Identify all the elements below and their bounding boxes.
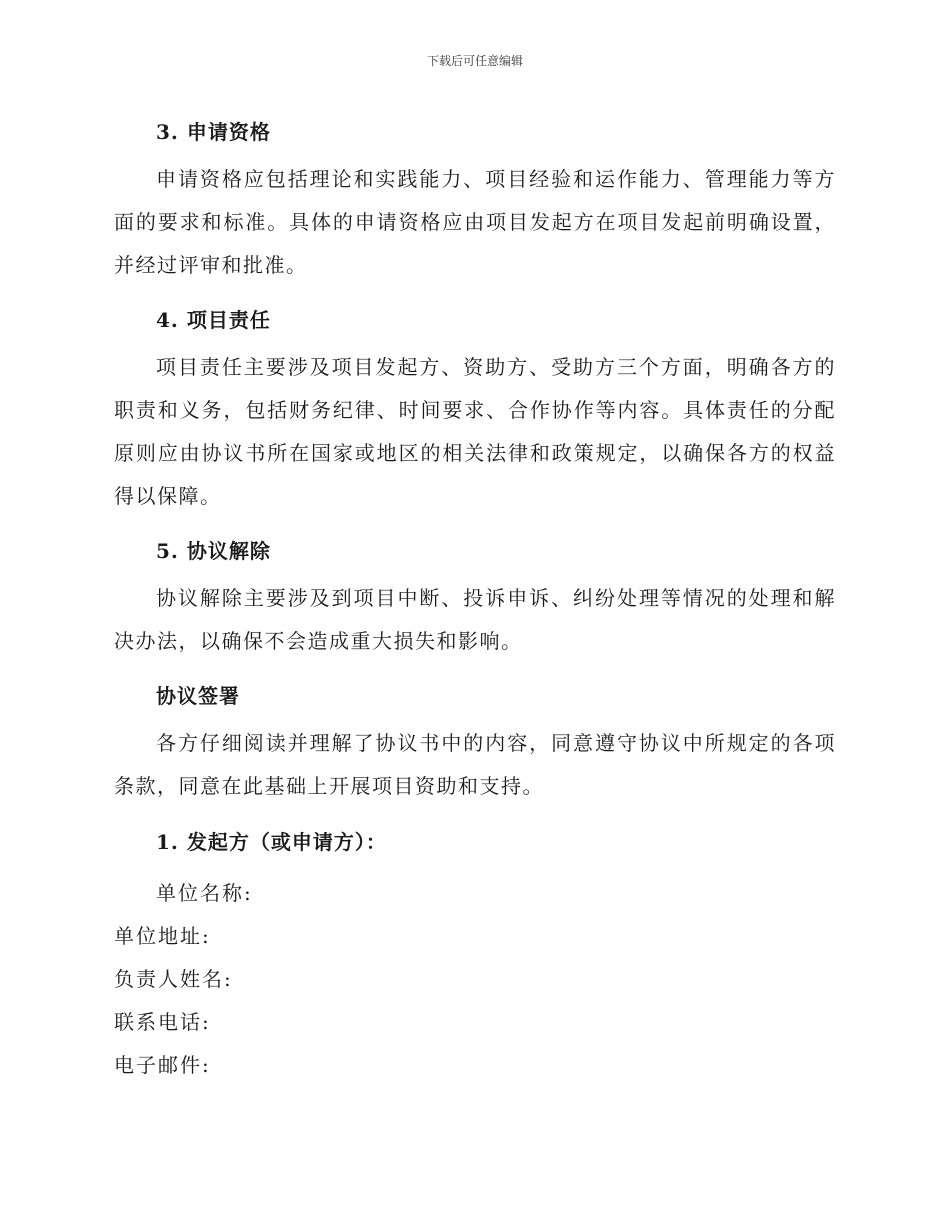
field-person-in-charge: 负责人姓名:	[114, 967, 233, 991]
field-unit-address: 单位地址:	[114, 924, 211, 948]
field-unit-name: 单位名称:	[156, 881, 253, 905]
section-heading-qualification: 3. 申请资格	[156, 120, 271, 144]
page-header: 下载后可任意编辑	[426, 54, 523, 68]
field-email: 电子邮件:	[114, 1053, 211, 1077]
section-paragraph-signing: 各方仔细阅读并理解了协议书中的内容，同意遵守协议中所规定的各项条款，同意在此基础上开展项目资助和支持。	[114, 731, 836, 798]
field-phone: 联系电话:	[114, 1010, 211, 1034]
section-paragraph-responsibility: 项目责任主要涉及项目发起方、资助方、受助方三个方面，明确各方的职责和义务，包括财务纪律、时间要求、合作协作等内容。具体责任的分配原则应由协议书所在国家或地区的相关法律和政策规定，以确保各方的权益得以保障。	[114, 355, 836, 508]
section-paragraph-qualification: 申请资格应包括理论和实践能力、项目经验和运作能力、管理能力等方面的要求和标准。具体的申请资格应由项目发起方在项目发起前明确设置，并经过评审和批准。	[114, 167, 836, 277]
section-heading-signing: 协议签署	[156, 684, 240, 708]
signatory-heading: 1. 发起方（或申请方）：	[156, 830, 387, 854]
section-heading-termination: 5. 协议解除	[156, 539, 271, 563]
section-paragraph-termination: 协议解除主要涉及到项目中断、投诉申诉、纠纷处理等情况的处理和解决办法，以确保不会造成重大损失和影响。	[114, 586, 836, 653]
section-heading-responsibility: 4. 项目责任	[156, 308, 271, 332]
